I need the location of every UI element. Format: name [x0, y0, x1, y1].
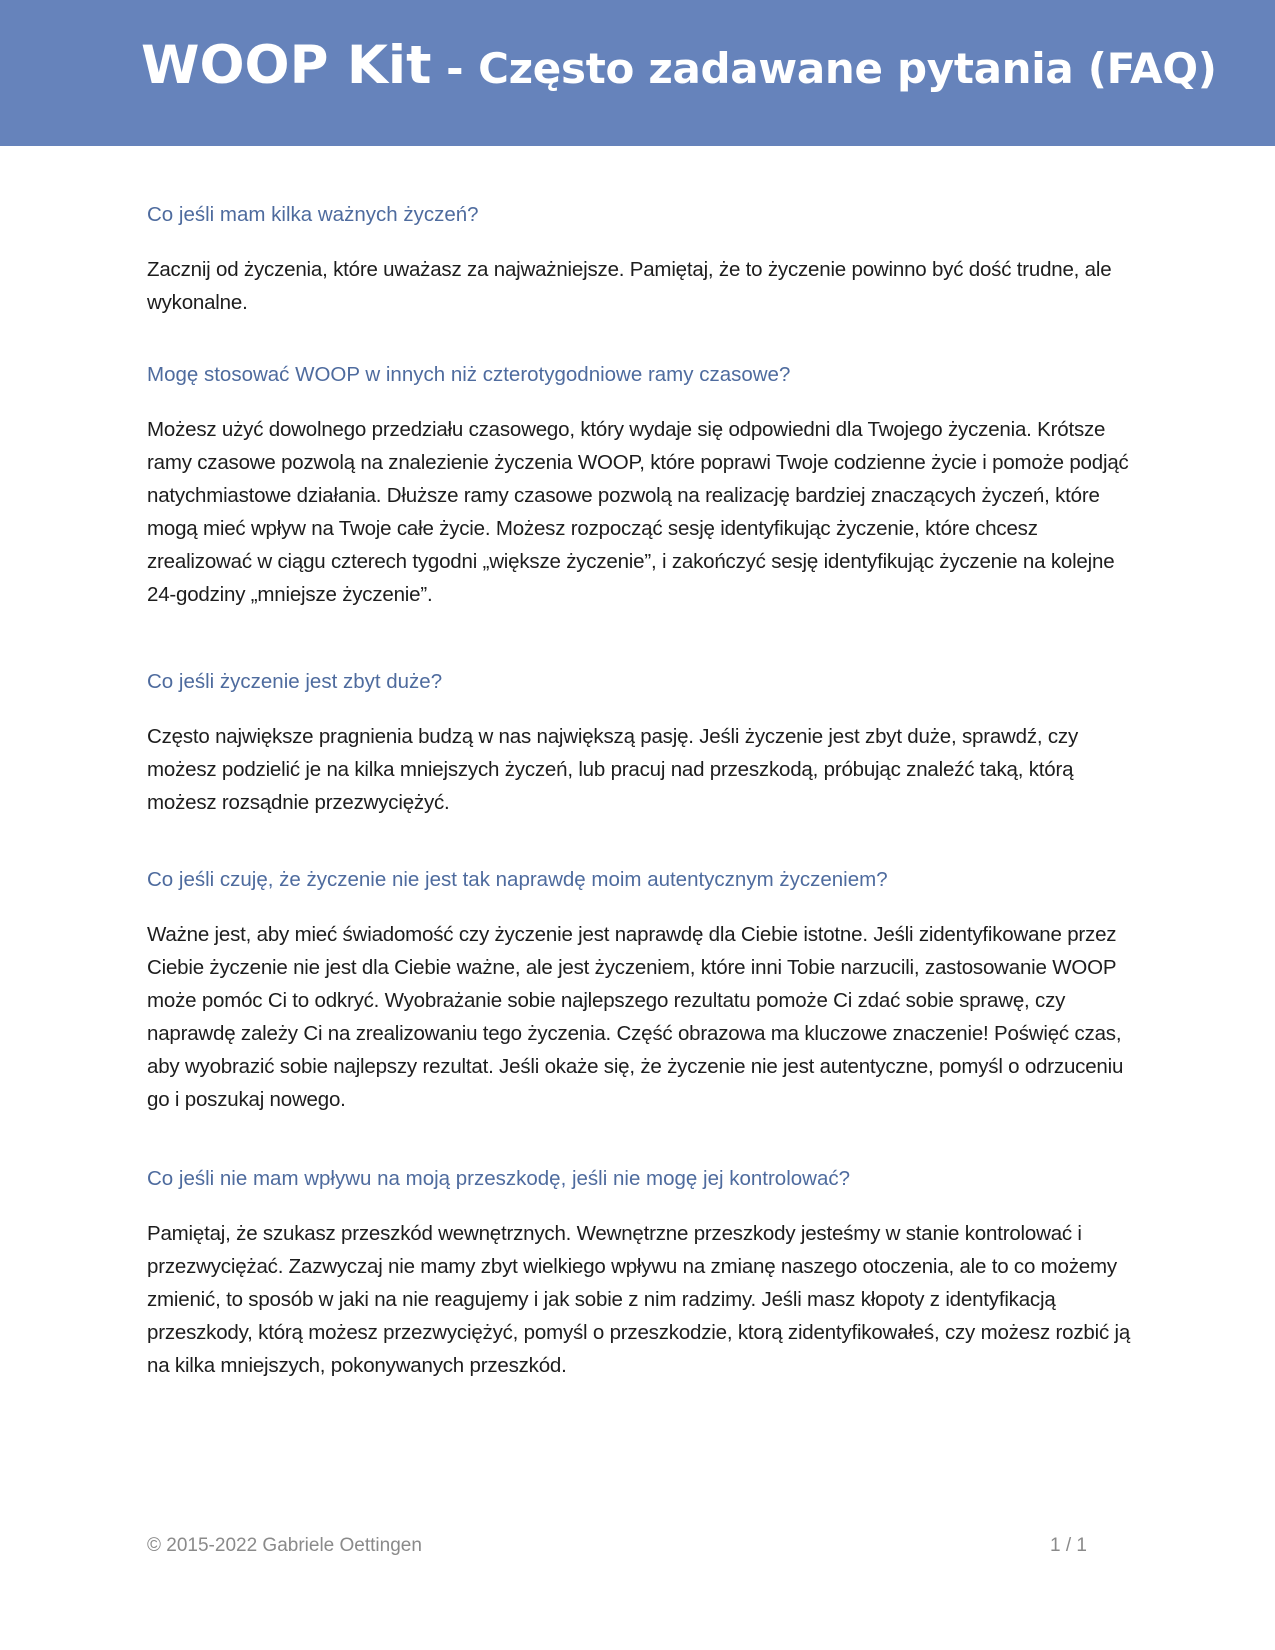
faq-answer: Zacznij od życzenia, które uważasz za najważniejsze. Pamiętaj, że to życzenie powinno być dość trudne, ale wykonalne. — [147, 258, 1112, 314]
faq-question: Co jeśli życzenie jest zbyt duże? — [147, 670, 443, 693]
faq-question: Co jeśli czuję, że życzenie nie jest tak naprawdę moim autentycznym życzeniem? — [147, 868, 888, 891]
faq-question: Co jeśli mam kilka ważnych życzeń? — [147, 203, 479, 226]
page-number: 1 / 1 — [1050, 1535, 1087, 1556]
header-separator: - — [431, 44, 479, 93]
faq-answer: Często największe pragnienia budzą w nas największą pasję. Jeśli życzenie jest zbyt duże, sprawdź, czy możesz podzielić je na kilka mniejszych życzeń, lub pracuj nad przeszkodą, próbując znaleźć taką, którą możesz rozsądnie przezwyciężyć. — [147, 725, 1079, 814]
page-title — [141, 34, 1217, 104]
faq-item-2 — [147, 361, 1132, 611]
header-subtitle: Często zadawane pytania (FAQ) — [478, 44, 1217, 93]
faq-answer: Możesz użyć dowolnego przedziału czasowego, który wydaje się odpowiedni dla Twojego życzenia. Krótsze ramy czasowe pozwolą na znalezienie życzenia WOOP, które poprawi Twoje codzienne życie i pomoże podjąć natychmiastowe działania. Dłuższe ramy czasowe pozwolą na realizację bardziej znaczących życzeń, które mogą mieć wpływ na Twoje całe życie. Możesz rozpocząć sesję identyfikując życzenie, które chcesz zrealizować w ciągu czterech tygodni „większe życzenie”, i zakończyć sesję identyfikując życzenie na kolejne 24-godziny „mniejsze życzenie”. — [147, 418, 1129, 606]
faq-answer: Ważne jest, aby mieć świadomość czy życzenie jest naprawdę dla Ciebie istotne. Jeśli zidentyfikowane przez Ciebie życzenie nie jest dla Ciebie ważne, ale jest życzeniem, które inni Tobie narzucili, zastosowanie WOOP może pomóc Ci to odkryć. Wyobrażanie sobie najlepszego rezultatu pomoże Ci zdać sobie sprawę, czy naprawdę zależy Ci na zrealizowaniu tego życzenia. Część obrazowa ma kluczowe znaczenie! Poświęć czas, aby wyobrazić sobie najlepszy rezultat. Jeśli okaże się, że życzenie nie jest autentyczne, pomyśl o odrzuceniu go i poszukaj nowego. — [147, 923, 1124, 1111]
header-brand: WOOP Kit — [141, 35, 432, 96]
faq-item-5 — [147, 1165, 1132, 1382]
faq-item-3 — [147, 668, 1132, 819]
faq-question: Mogę stosować WOOP w innych niż czterotygodniowe ramy czasowe? — [147, 363, 791, 386]
faq-question: Co jeśli nie mam wpływu na moją przeszkodę, jeśli nie mogę jej kontrolować? — [147, 1167, 851, 1190]
header-band — [0, 0, 1275, 146]
footer-copyright: © 2015-2022 Gabriele Oettingen — [147, 1535, 422, 1556]
faq-item-1 — [147, 201, 1132, 319]
faq-answer: Pamiętaj, że szukasz przeszkód wewnętrznych. Wewnętrzne przeszkody jesteśmy w stanie kontrolować i przezwyciężać. Zazwyczaj nie mamy zbyt wielkiego wpływu na zmianę naszego otoczenia, ale to co możemy zmienić, to sposób w jaki na nie reagujemy i jak sobie z nim radzimy. Jeśli masz kłopoty z identyfikacją przeszkody, którą możesz przezwyciężyć, pomyśl o przeszkodzie, ktorą zidentyfikowałeś, czy możesz rozbić ją na kilka mniejszych, pokonywanych przeszkód. — [147, 1222, 1131, 1377]
faq-item-4 — [147, 866, 1132, 1116]
